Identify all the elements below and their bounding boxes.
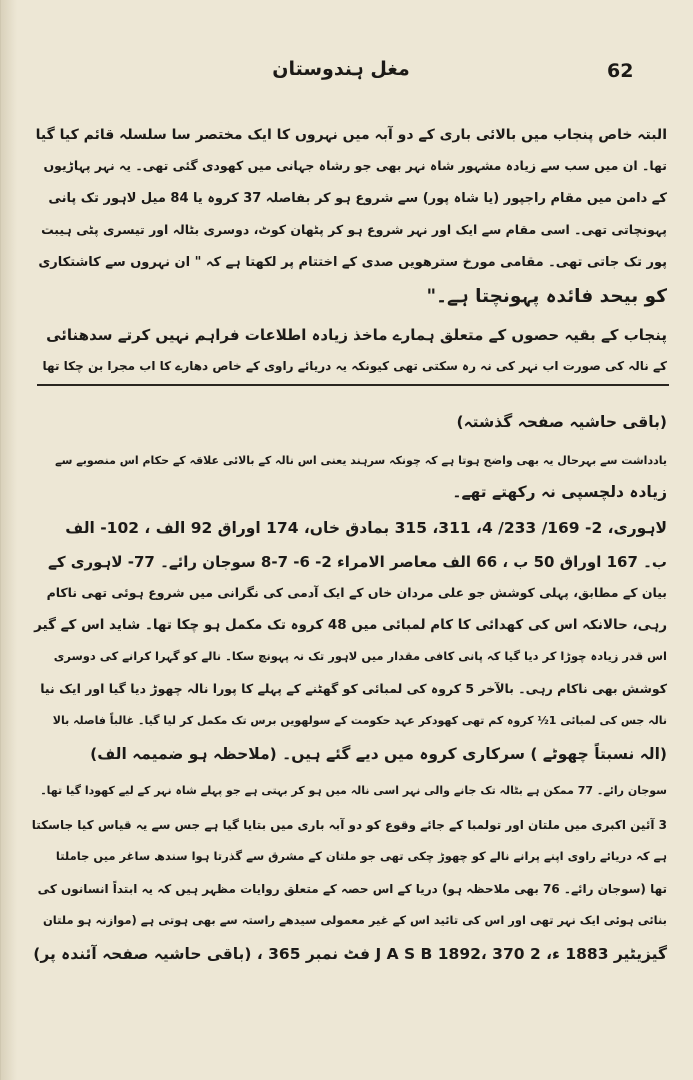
- page-gutter-shadow: [1, 0, 17, 1080]
- footnotes: [31, 415, 667, 1015]
- main-line: البتہ خاص پنجاب میں بالائی باری کے دو آبہ میں نہروں کا ایک مختصر سا سلسلہ قائم کیا گیا: [35, 127, 667, 143]
- footnote-line: ہے کہ دریائے راوی اپنے پرانے نالے کو چھوڑ چکی تھی جو ملتان کے مشرق سے گذرتا ہوا سندھ ساغر میں جاملتا: [55, 849, 667, 863]
- main-line: پہونچاتی تھی۔ اسی مقام سے ایک اور نہر شروع ہو کر پٹھان کوٹ، دوسری بٹالہ اور تیسری پٹی ہیبت: [41, 222, 667, 237]
- footnote-line: زیادہ دلچسپی نہ رکھتے تھے۔: [452, 483, 667, 501]
- footnote-line: گیزیٹیر 1883 ء، 2 J A S B 1892، 370 فٹ نمبر 365 ، (باقی حاشیہ صفحہ آئندہ پر): [33, 945, 667, 963]
- footnote-line: (باقی حاشیہ صفحہ گذشتہ): [456, 413, 667, 431]
- footnote-line: (الہ نسبتاً چھوٹے ) سرکاری کروہ میں دیے گئے ہیں۔ (ملاحظہ ہو ضمیمہ الف): [90, 745, 667, 763]
- page-header: [1, 58, 693, 92]
- main-line: پور تک جاتی تھی۔ مقامی مورخ سترھویں صدی کے اختتام پر لکھتا ہے کہ " ان نہروں سے کاشتکاری: [38, 255, 667, 270]
- running-title: مغل ہندوستان: [272, 58, 410, 80]
- footnote-line: یادداشت سے بہرحال یہ بھی واضح ہوتا ہے کہ چونکہ سرہند یعنی اس نالہ کے بالائی علاقہ کے حکام اس منصوبے سے: [55, 454, 667, 467]
- footnote-line: لاہوری، 2- 169/ 233/ 4، 311، 315 بمادق خاں، 174 اوراق 92 الف ، 102- الف: [65, 519, 667, 537]
- footnote-line: 3 آئین اکبری میں ملتان اور تولمبا کے جائے وقوع کو دو آبہ باری میں بتایا گیا ہے جس سے یہ قیاس کیا جاسکتا: [31, 818, 667, 832]
- main-line: کے دامن میں مقام راجپور (یا شاہ پور) سے شروع ہو کر بفاصلہ 37 کروہ یا 84 میل لاہور تک پانی: [48, 191, 667, 206]
- footnote-line: رہی، حالانکہ اس کی کھدائی کا کام لمبائی میں 48 کروہ تک مکمل ہو چکا تھا۔ شاید اس کے گیر: [34, 617, 667, 633]
- footnote-line: کوشش بھی ناکام رہی۔ بالآخر 5 کروہ کی لمبائی کو گھٹنے کے پہلے کا پورا نالہ چھوڑ دیا گیا اور ایک نیا: [40, 681, 667, 696]
- footnote-line: بنائی ہوئی ایک نہر تھی اور اس کی تائید اس کے غیر معمولی سیدھے راستہ سے بھی ہوتی ہے (موازنہ ہو ملتان: [42, 913, 667, 927]
- main-text: [31, 128, 667, 398]
- footnote-line: ب۔ 167 اوراق 50 ب ، 66 الف معاصر الامراء 2- 6- 7-8 سوجان رائے۔ 77- لاہوری کے: [48, 553, 667, 571]
- footnote-line: سوجان رائے۔ 77 ممکن ہے بٹالہ تک جانے والی نہر اسی نالہ میں ہو کر بہتی ہے جو پہلے شاہ نہر کے لیے کھودا گیا تھا۔: [40, 784, 667, 797]
- page-number: 62: [607, 60, 634, 82]
- main-line: تھا۔ ان میں سب سے زیادہ مشہور شاہ نہر بھی جو رشاہ جہانی میں کھودی گئی تھی۔ یہ نہر پہاڑیوں: [43, 158, 667, 173]
- footnote-line: نالہ جس کی لمبائی 1½ کروہ کم تھی کھودکر عہد حکومت کے سولھویں برس تک مکمل کر لیا گیا۔ غالباً فاصلہ بالا: [52, 714, 667, 727]
- main-line: کے نالہ کی صورت اب نہر کی نہ رہ سکتی تھی کیونکہ یہ دریائے راوی کے خاص دھارے کا اب مجرا بن چکا تھا: [42, 359, 667, 373]
- underline: [37, 384, 669, 386]
- main-line: پنجاب کے بقیہ حصوں کے متعلق ہمارے ماخذ زیادہ اطلاعات فراہم نہیں کرتے سدھنائی: [46, 326, 667, 344]
- footnote-line: اس قدر زیادہ چوڑا کر دیا گیا کہ پانی کافی مقدار میں لاہور تک نہ پہونچ سکا۔ نالے کو گہرا کرانے کی دوسری: [53, 649, 667, 663]
- main-line: کو بیحد فائدہ پہونچتا ہے۔": [426, 286, 667, 307]
- footnote-line: بیان کے مطابق، پہلی کوشش جو علی مردان خاں کے ایک آدمی کی نگرانی میں شروع ہوئی تھی ناکام: [46, 585, 667, 600]
- footnote-line: تھا (سوجان رائے۔ 76 بھی ملاحظہ ہو) دریا کے اس حصہ کے متعلق روایات مظہر ہیں کہ یہ ابتداً انسانوں کی: [37, 882, 667, 896]
